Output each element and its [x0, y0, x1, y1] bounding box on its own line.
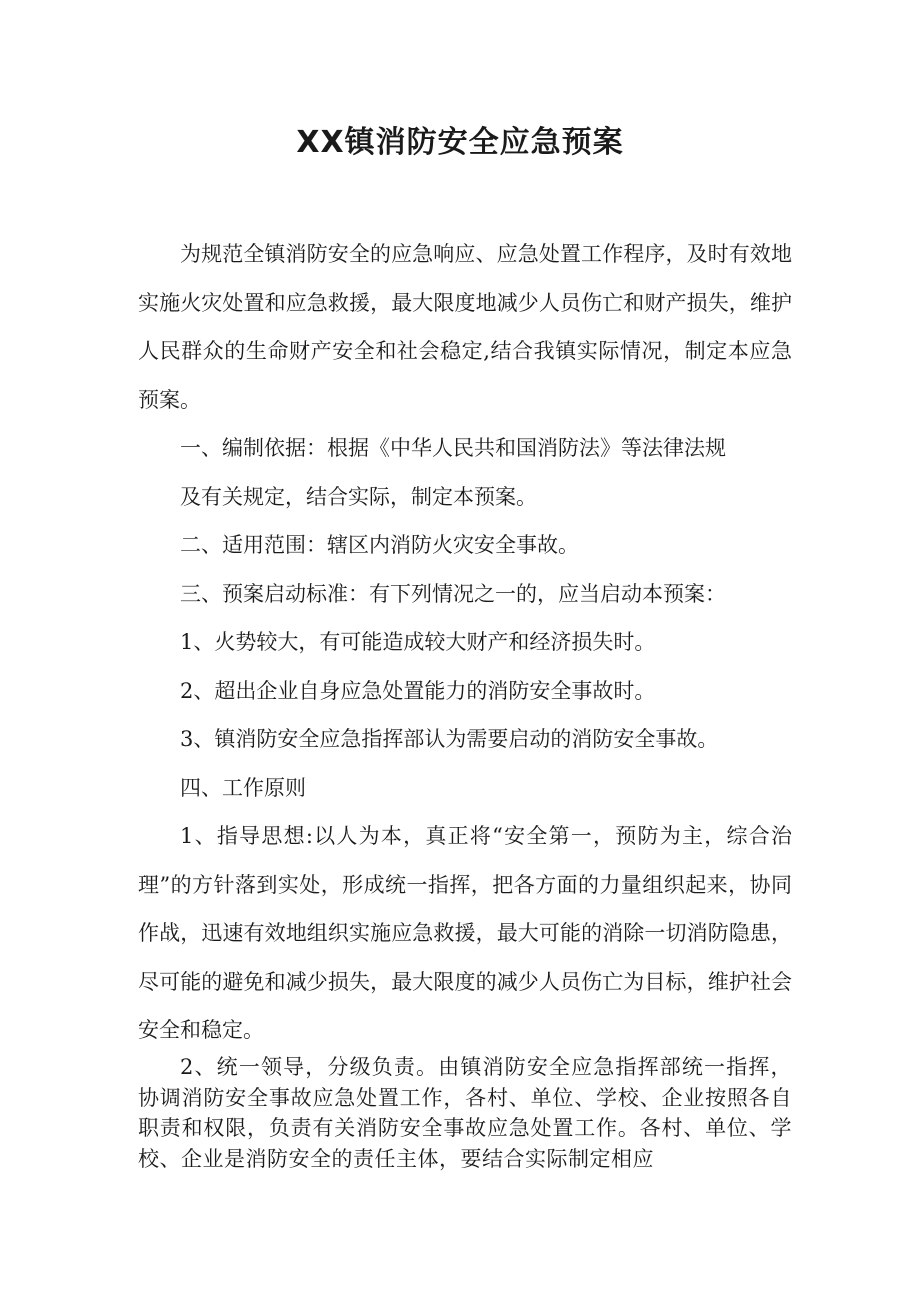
- section-basis-heading: 一、编制依据：根据《中华人民共和国消防法》等法律法规: [180, 436, 726, 460]
- principle-2-paragraph: 2、统一领导，分级负责。由镇消防安全应急指挥部统一指挥，协调消防安全事故应急处置工作，各村、单位、学校、企业按照各自职责和权限，负责有关消防安全事故应急处置工作。各村、单位、学校、企业是消防安全的责任主体，要结合实际制定相应: [138, 1055, 792, 1171]
- principle-1-paragraph: 1、指导思想:以人为本，真正将“安全第一，预防为主，综合治理”的方针落到实处，形成统一指挥，把各方面的力量组织起来，协同作战，迅速有效地组织实施应急救援，最大可能的消除一切消防隐患，尽可能的避免和减少损失，最大限度的减少人员伤亡为目标，维护社会安全和稳定。: [138, 824, 792, 1042]
- section-activation-criteria: 三、预案启动标准：有下列情况之一的，应当启动本预案：: [180, 581, 726, 606]
- criteria-item-3: 3、镇消防安全应急指挥部认为需要启动的消防安全事故。: [180, 727, 719, 751]
- section-principles-heading: 四、工作原则: [180, 775, 306, 800]
- intro-paragraph: 为规范全镇消防安全的应急响应、应急处置工作程序，及时有效地实施火灾处置和应急救援，最大限度地减少人员伤亡和财产损失，维护人民群众的生命财产安全和社会稳定,结合我镇实际情况，制定本应急预案。: [138, 242, 792, 412]
- section-scope: 二、适用范围：辖区内消防火灾安全事故。: [180, 533, 579, 557]
- criteria-item-1: 1、火势较大，有可能造成较大财产和经济损失时。: [180, 630, 656, 654]
- criteria-item-2: 2、超出企业自身应急处置能力的消防安全事故时。: [180, 678, 656, 703]
- document-body-continued: [138, 1052, 792, 1174]
- section-basis-continued: 及有关规定，结合实际，制定本预案。: [180, 484, 537, 509]
- document-body: [138, 230, 792, 1055]
- document-title: XX镇消防安全应急预案: [296, 125, 624, 160]
